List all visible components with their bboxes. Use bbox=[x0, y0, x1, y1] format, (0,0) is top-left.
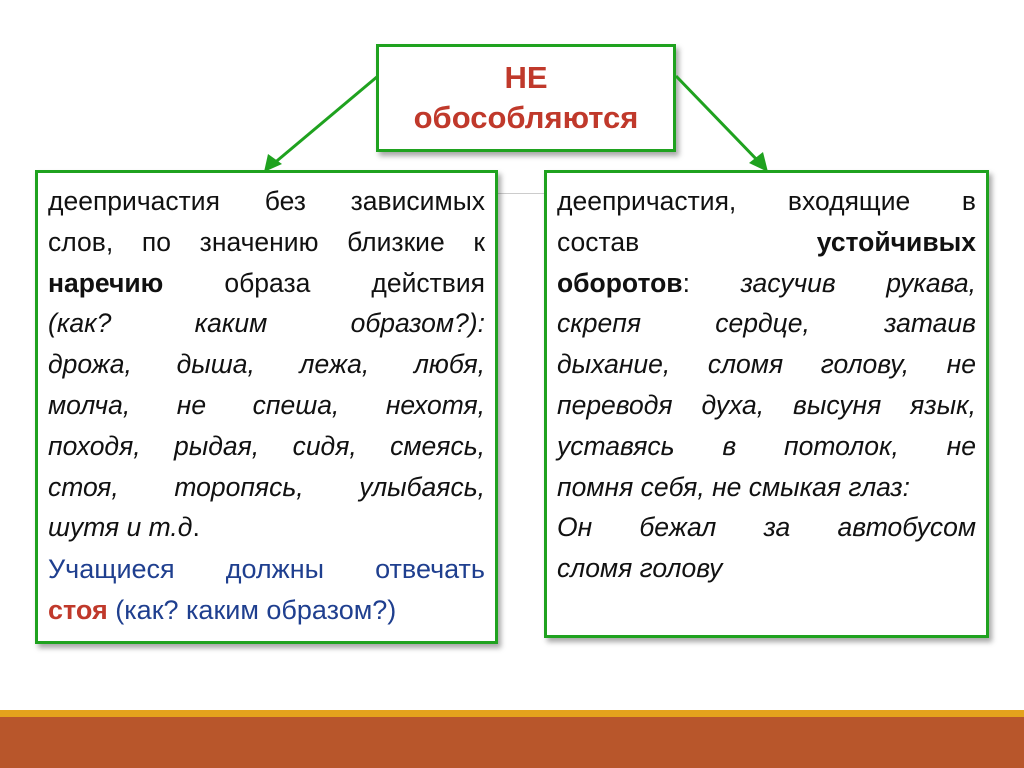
footer-band bbox=[0, 717, 1024, 768]
left-line-rest: образа действия bbox=[163, 267, 485, 298]
left-period: . bbox=[192, 512, 200, 543]
right-text bbox=[557, 181, 976, 589]
left-line bbox=[48, 344, 485, 385]
heading-box bbox=[376, 44, 676, 152]
footer-accent-line bbox=[0, 710, 1024, 717]
right-line bbox=[557, 548, 976, 589]
left-example: молча, не спеша, нехотя, bbox=[48, 389, 485, 420]
right-example: помня себя, не смыкая глаз: bbox=[557, 471, 910, 502]
left-example: шутя и т.д bbox=[48, 512, 193, 543]
left-bold-word: наречию bbox=[48, 267, 164, 298]
note-line: Учащиеся должны отвечать bbox=[48, 554, 485, 584]
right-line: деепричастия, входящие в bbox=[557, 186, 976, 216]
right-line bbox=[557, 426, 976, 467]
right-example: Он бежал за автобусом bbox=[557, 512, 976, 543]
arrow-right-head bbox=[749, 152, 768, 172]
connector-line bbox=[497, 193, 545, 194]
left-example: походя, рыдая, сидя, смеясь, bbox=[48, 430, 485, 461]
left-line: слов, по значению близкие к bbox=[48, 226, 485, 257]
left-line bbox=[48, 426, 485, 467]
right-example: сломя голову bbox=[557, 553, 723, 584]
left-line bbox=[48, 467, 485, 508]
left-line bbox=[48, 385, 485, 426]
left-note bbox=[48, 549, 485, 631]
right-line bbox=[557, 263, 976, 304]
right-line bbox=[557, 222, 976, 263]
right-bold-word: устойчивых bbox=[816, 226, 976, 257]
right-line bbox=[557, 385, 976, 426]
note-line bbox=[48, 590, 485, 631]
right-example: скрепя сердце, затаив bbox=[557, 308, 976, 339]
note-rest: (как? каким образом?) bbox=[107, 595, 397, 625]
right-line-start: состав bbox=[557, 226, 817, 257]
left-line: деепричастия без зависимых bbox=[48, 186, 485, 216]
left-line bbox=[48, 507, 485, 548]
note-red-word: стоя bbox=[48, 595, 108, 625]
left-example: дрожа, дыша, лежа, любя, bbox=[48, 349, 485, 380]
right-bold-word: оборотов bbox=[557, 267, 683, 298]
heading-line-1: НЕ bbox=[504, 59, 548, 95]
right-example: переводя духа, высуня язык, bbox=[557, 389, 976, 420]
left-line bbox=[48, 263, 485, 304]
left-text bbox=[48, 181, 485, 548]
right-line bbox=[557, 303, 976, 344]
right-colon: : bbox=[682, 267, 741, 298]
left-line bbox=[48, 303, 485, 344]
heading-line-2: обособляются bbox=[413, 100, 639, 135]
right-example: уставясь в потолок, не bbox=[557, 430, 976, 461]
arrow-right bbox=[676, 76, 760, 163]
left-example: стоя, торопясь, улыбаясь, bbox=[48, 471, 485, 502]
left-question: (как? каким образом?): bbox=[48, 308, 485, 339]
right-line bbox=[557, 467, 976, 508]
right-box bbox=[544, 170, 989, 638]
arrow-left bbox=[272, 76, 378, 165]
right-example: засучив рукава, bbox=[740, 267, 976, 298]
right-line bbox=[557, 344, 976, 385]
left-box bbox=[35, 170, 498, 644]
right-line bbox=[557, 507, 976, 548]
right-example: дыхание, сломя голову, не bbox=[557, 349, 976, 380]
